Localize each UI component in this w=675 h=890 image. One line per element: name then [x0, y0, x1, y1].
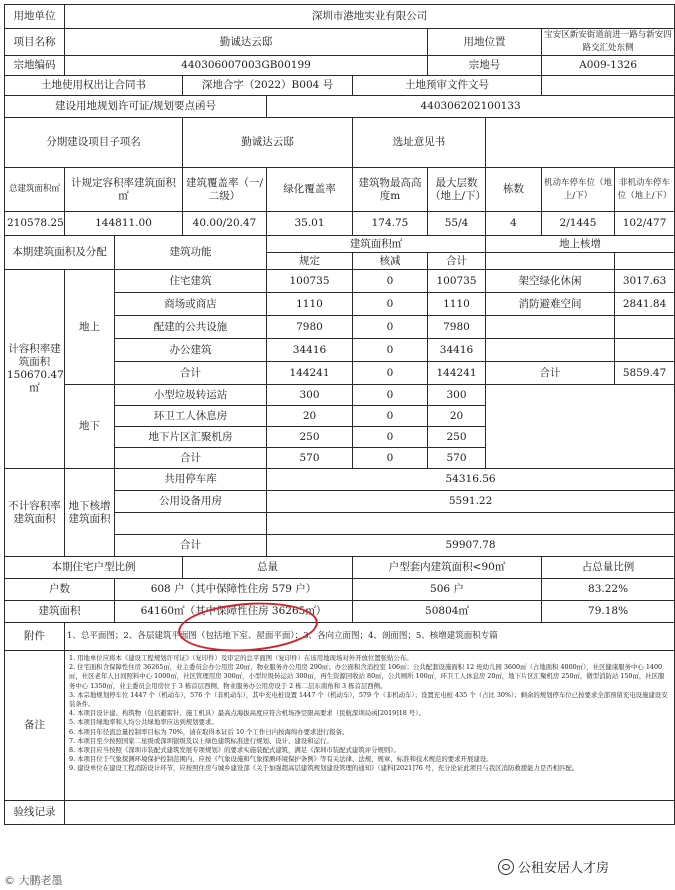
housing-units-share: 83.22%	[542, 579, 675, 601]
indicator-header: 最大层数（地上/下）	[428, 168, 486, 212]
function-name: 住宅建筑	[115, 270, 267, 293]
total-value: 250	[428, 427, 486, 448]
function-name: 合计	[115, 448, 267, 469]
function-header: 建筑功能	[115, 236, 267, 270]
remark-line: 7. 本项目至少按照国家二星级或深圳银级及以上绿色建筑标准进行规划、设计、建设和运行。	[69, 736, 333, 745]
remark-line: 6. 本项目年径流总量控制率目标为 70%，请在取得本证后 10 个工作日内按海绵办要求进行报备。	[69, 727, 349, 736]
indicator-value: 2/1445	[542, 212, 615, 236]
remarks-row	[5, 651, 675, 801]
remark-line: 4. 本项目设计建、构筑物（包括避雷针、施工机具）最高点海拔高度应符合机场净空限高要求（民航深圳局函[2019]18 号）。	[69, 709, 425, 718]
housing-area-row	[5, 601, 675, 623]
remark-line: 9. 本项目位于气象探测环境保护控制范围内，应按《气象设施和气象探测环境保护条例》等有关法律、法规、规章、标准和技术规范的要求开展建设。	[69, 755, 493, 764]
housing-total-header: 总量	[183, 557, 353, 579]
pre-notice-label: 土地预审文件文号	[353, 76, 542, 96]
plan-value: 300	[267, 385, 353, 406]
parcel-no-label: 宗地号	[428, 56, 542, 76]
extra-value: 2841.84	[615, 293, 675, 316]
total-value: 570	[428, 448, 486, 469]
remark-line: 5. 本项目绿地率和人均公共绿地率应达到规划要求。	[69, 718, 218, 727]
indicator-header-row	[5, 168, 675, 212]
function-name: 办公建筑	[115, 339, 267, 362]
row-project	[5, 29, 675, 56]
row-sub-project	[5, 118, 675, 168]
contract-label: 土地使用权出让合同书	[5, 76, 183, 96]
total-value: 7980	[428, 316, 486, 339]
table-row	[5, 385, 675, 406]
function-name: 合计	[115, 535, 267, 557]
parcel-code-value: 440306007003GB00199	[65, 56, 428, 76]
housing-units-row	[5, 579, 675, 601]
reduce-value: 0	[353, 270, 428, 293]
check-label: 验线记录	[5, 801, 65, 825]
reduce-value: 0	[353, 448, 428, 469]
wechat-icon	[498, 859, 514, 875]
plan-value: 570	[267, 448, 353, 469]
col-reduce-header: 核减	[353, 253, 428, 270]
housing-share-header: 占总量比例	[542, 557, 675, 579]
extra-blank	[486, 253, 615, 270]
contract-value: 深地合字（2022）B004 号	[183, 76, 353, 96]
table-row	[5, 469, 675, 491]
indicator-value: 174.75	[353, 212, 428, 236]
total-value: 20	[428, 406, 486, 427]
indicator-value: 210578.25	[5, 212, 65, 236]
indicator-value: 102/477	[615, 212, 675, 236]
opinion-value	[486, 118, 675, 168]
permit-label: 建设用地规划许可证/规划要点函号	[5, 96, 267, 118]
below-blank	[486, 385, 675, 469]
plan-value: 100735	[267, 270, 353, 293]
indicator-header: 栋数	[486, 168, 542, 212]
indicator-value: 55/4	[428, 212, 486, 236]
above-ground-label: 地上	[65, 270, 115, 385]
location-label: 用地位置	[428, 29, 542, 56]
nonfar-value: 54316.56	[267, 469, 675, 491]
indicator-value: 4	[486, 212, 542, 236]
total-value: 1110	[428, 293, 486, 316]
indicator-value: 144811.00	[65, 212, 183, 236]
function-name: 共用停车库	[115, 469, 267, 491]
area-header-row-1	[5, 236, 675, 253]
check-row	[5, 801, 675, 825]
pre-notice-value	[542, 76, 675, 96]
remark-line: 9. 建设单位在建设工程消防设计环节，应按照住房与城乡建设部《关于加强超高层建筑规划建设管理的通知》（建科[2021]76 号，充分论证此项目与我区消防救援能力是否相匹配。	[69, 764, 579, 773]
attachments-value: 1、总平面图；2、各层建筑平面图（包括地下室、屋面平面）；3、各向立面图；4、剖面图；5、核增建筑面积专篇	[65, 623, 675, 651]
col-plan-header: 规定	[267, 253, 353, 270]
housing-ratio-label: 本期住宅户型比例	[5, 557, 183, 579]
indicator-header: 建筑物最高高度m	[353, 168, 428, 212]
remark-line: 3. 本宗地规划停车位 1447 个（机动车），576 个（非机动车），其中充电桩设置 1447 个（机动车），579 个（非机动车）；设置充电桩 435 个（占比 30%）；剩余的规划停车位已按要求全部预留充电设施建设安装条件。	[69, 690, 668, 709]
function-name: 环卫工人休息房	[115, 406, 267, 427]
nonfar-value: 5591.22	[267, 491, 675, 513]
extra-group-header: 地上核增	[486, 236, 675, 253]
nonfar-value: 59907.78	[267, 535, 675, 557]
indicator-header: 机动车停车位（地上/下）	[542, 168, 615, 212]
total-value: 100735	[428, 270, 486, 293]
unit-value: 深圳市港地实业有限公司	[65, 5, 675, 29]
reduce-value: 0	[353, 362, 428, 385]
parcel-code-label: 宗地编码	[5, 56, 65, 76]
remark-line: 2. 住宅面积含保障性住房 36265㎡，业主委员会办公用房 20㎡，物业服务办公用房 290㎡；办公面积含消控室 106㎡；公共配套设施面积 12 班幼儿园 3600㎡（占地面积 4000㎡），社区健康服务中心 1400㎡，社区老年人日间照料中心 1000㎡，社区管理用房 300㎡，小型垃圾转运站 300㎡，再生资源回收站 80㎡，公共厕所 100㎡，环卫工人休息房 20㎡，地下片区汇聚机房 250㎡，微型消防站 150㎡，社区服务中心 1350㎡，业主委员会用房位于 3 栋首层西侧，物业服务办公用房设于 2 栋二层东南角和 3 栋首层西侧。	[69, 663, 665, 690]
indicator-header: 建筑覆盖率（一/二级）	[183, 168, 267, 212]
permit-table	[4, 4, 675, 825]
plan-value: 34416	[267, 339, 353, 362]
function-name: 地下片区汇聚机房	[115, 427, 267, 448]
nonfar-value	[267, 513, 675, 535]
unit-label: 用地单位	[5, 5, 65, 29]
total-value: 34416	[428, 339, 486, 362]
total-value: 144241	[428, 362, 486, 385]
function-name: 小型垃圾转运站	[115, 385, 267, 406]
housing-small-header: 户型套内建筑面积<90㎡	[353, 557, 542, 579]
col-total-header: 合计	[428, 253, 486, 270]
function-name: 商场或商店	[115, 293, 267, 316]
row-contract	[5, 76, 675, 96]
indicator-header: 绿化覆盖率	[267, 168, 353, 212]
remark-line: 8. 本项目应当按照《深圳市装配式建筑发展专项规划》的要求实施装配式建筑，满足《深圳市装配式建筑评分规则》。	[69, 746, 400, 755]
reduce-value: 0	[353, 293, 428, 316]
housing-area-total: 64160㎡（其中保障性住房 36265㎡）	[115, 601, 353, 623]
housing-units-small: 506 户	[353, 579, 542, 601]
housing-header-row	[5, 557, 675, 579]
reduce-value: 0	[353, 385, 428, 406]
plan-value: 144241	[267, 362, 353, 385]
extra-value	[615, 339, 675, 362]
extra-name: 架空绿化休闲	[486, 270, 615, 293]
row-unit	[5, 5, 675, 29]
check-value	[65, 801, 675, 825]
right-watermark-text: 公租安居人才房	[517, 861, 609, 876]
extra-name: 合计	[486, 362, 615, 385]
plan-value: 7980	[267, 316, 353, 339]
extra-name: 消防避难空间	[486, 293, 615, 316]
parcel-no-value: A009-1326	[542, 56, 675, 76]
extra-name	[486, 339, 615, 362]
extra-blank	[615, 253, 675, 270]
far-area-label: 计容积率建筑面积 150670.47㎡	[5, 270, 65, 469]
function-name: 配建的公共设施	[115, 316, 267, 339]
below-ground-label: 地下	[65, 385, 115, 469]
location-value: 宝安区新安街道前进一路与新安四路交汇处东侧	[542, 29, 675, 56]
total-value: 300	[428, 385, 486, 406]
plan-value: 20	[267, 406, 353, 427]
indicator-value: 40.00/20.47	[183, 212, 267, 236]
plan-value: 1110	[267, 293, 353, 316]
nonfar-area-label: 不计容积率建筑面积	[5, 469, 65, 557]
indicator-value: 35.01	[267, 212, 353, 236]
sub-project-value: 勤诚达云邸	[183, 118, 353, 168]
indicator-value-row	[5, 212, 675, 236]
function-name	[115, 513, 267, 535]
extra-value	[615, 316, 675, 339]
extra-value: 5859.47	[615, 362, 675, 385]
right-watermark	[498, 857, 609, 876]
reduce-value: 0	[353, 406, 428, 427]
left-watermark: © 大鹏老墨	[4, 874, 63, 887]
below-extra-label: 地下核增建筑面积	[65, 469, 115, 557]
sub-project-label: 分期建设项目子项名	[5, 118, 183, 168]
housing-area-label: 建筑面积	[5, 601, 115, 623]
housing-units-label: 户数	[5, 579, 115, 601]
indicator-header: 非机动车停车位（地上/下）	[615, 168, 675, 212]
plan-value: 250	[267, 427, 353, 448]
area-section-label: 本期建筑面积及分配	[5, 236, 115, 270]
housing-units-total: 608 户（其中保障性住房 579 户）	[115, 579, 353, 601]
extra-value: 3017.63	[615, 270, 675, 293]
attachments-row	[5, 623, 675, 651]
reduce-value: 0	[353, 339, 428, 362]
table-row	[5, 270, 675, 293]
attachments-label: 附件	[5, 623, 65, 651]
permit-value: 440306202100133	[267, 96, 675, 118]
row-permit	[5, 96, 675, 118]
project-name-value: 勤诚达云邸	[65, 29, 428, 56]
reduce-value: 0	[353, 316, 428, 339]
function-name: 公用设备用房	[115, 491, 267, 513]
remarks-label: 备注	[5, 651, 65, 801]
function-name: 合计	[115, 362, 267, 385]
area-group-header: 建筑面积㎡	[267, 236, 486, 253]
reduce-value: 0	[353, 427, 428, 448]
row-parcel	[5, 56, 675, 76]
opinion-label: 选址意见书	[353, 118, 486, 168]
remarks-text	[65, 651, 675, 801]
housing-area-small: 50804㎡	[353, 601, 542, 623]
extra-name	[486, 316, 615, 339]
remark-line: 1. 用地单位应将本《建设工程规划许可证》（复印件）及审定的总平面图（复印件）在该用地现场对外开放位置张贴公布。	[69, 654, 413, 662]
indicator-header: 总建筑面积㎡	[5, 168, 65, 212]
project-name-label: 项目名称	[5, 29, 65, 56]
housing-area-share: 79.18%	[542, 601, 675, 623]
indicator-header: 计规定容积率建筑面积㎡	[65, 168, 183, 212]
planning-permit-sheet	[4, 4, 672, 825]
